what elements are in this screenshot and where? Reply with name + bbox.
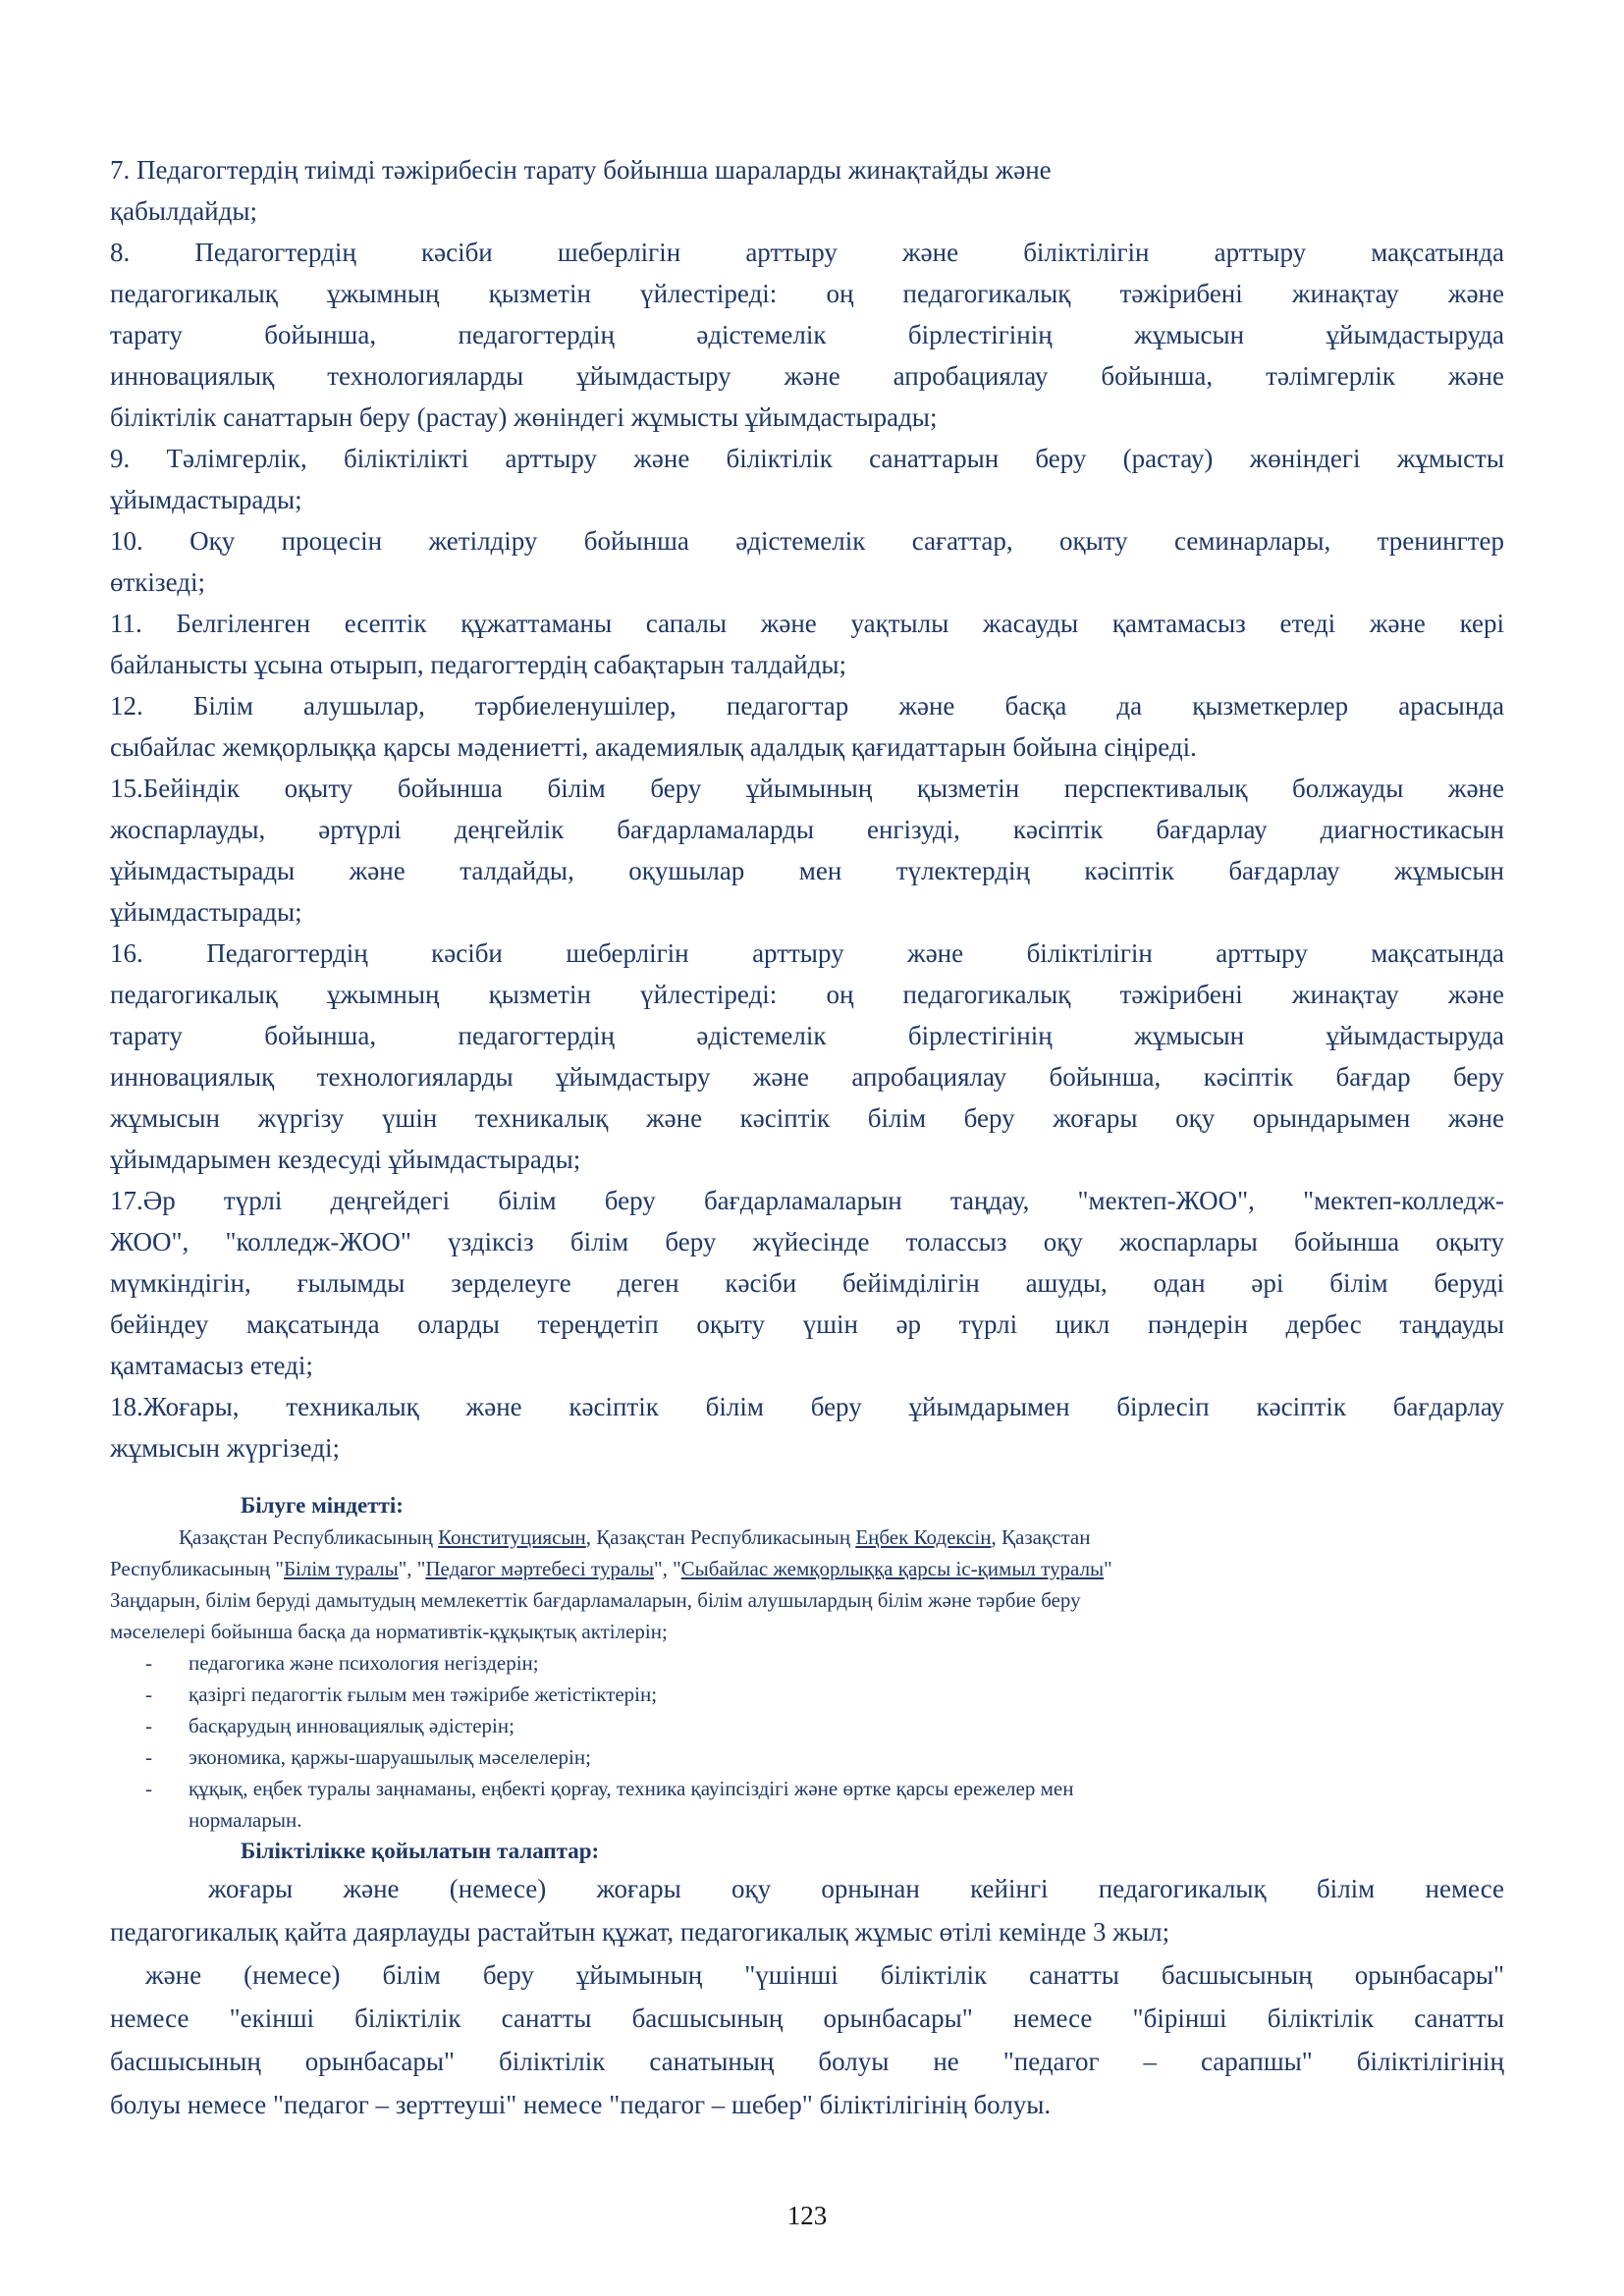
list-item (110, 1773, 1504, 1836)
text-line (110, 1522, 1504, 1553)
text-segment: мәселелері бойынша басқа да нормативтік-құқықтық актілерін; (110, 1620, 668, 1643)
text-line (110, 1616, 1504, 1647)
text-line: жұмысын жүргізеді; (110, 1433, 340, 1463)
text-line: ұйымдастырады; (110, 485, 302, 514)
text-line: тарату бойынша, педагогтердің әдістемелік бірлестігінің жұмысын ұйымдастыруда (110, 1021, 1504, 1050)
text-line: инновациялық технологияларды ұйымдастыру және апробациялау бойынша, тәлімгерлік және (110, 361, 1504, 391)
list-item (110, 1741, 1504, 1773)
text-line: және (немесе) білім беру ұйымының "үшінші біліктілік санатты басшысының орынбасары" (145, 1960, 1504, 1990)
list-item (110, 1679, 1504, 1710)
text-line: жоспарлауды, әртүрлі деңгейлік бағдарламаларды енгізуді, кәсіптік бағдарлау диагностикасын (110, 815, 1504, 844)
document-link[interactable]: Конституциясын (438, 1525, 586, 1549)
text-line: қамтамасыз етеді; (110, 1351, 313, 1380)
text-line: 7. Педагогтердің тиімді тәжірибесін тарату бойынша шараларды жинақтайды және (110, 155, 1052, 185)
text-line: инновациялық технологияларды ұйымдастыру және апробациялау бойынша, кәсіптік бағдар беру (110, 1062, 1504, 1092)
text-line: педагогика және психология негіздерін; (189, 1651, 539, 1675)
text-line: байланысты ұсына отырып, педагогтердің сабақтарын талдайды; (110, 650, 846, 679)
text-line (110, 1553, 1504, 1584)
text-line: 18.Жоғары, техникалық және кәсіптік білім беру ұйымдарымен бірлесіп кәсіптік бағдарлау (110, 1392, 1504, 1421)
text-line: қабылдайды; (110, 196, 258, 226)
text-line: Білуге міндетті: (241, 1493, 404, 1518)
text-line: жоғары және (немесе) жоғары оқу орнынан кейінгі педагогикалық білім немесе (208, 1874, 1504, 1903)
text-line: экономика, қаржы-шаруашылық мәселелерін; (189, 1745, 591, 1769)
paragraph (110, 520, 1504, 603)
paragraph (110, 933, 1504, 1180)
text-line: тарату бойынша, педагогтердің әдістемелік бірлестігінің жұмысын ұйымдастыруда (110, 320, 1504, 349)
dash-marker: - (145, 1714, 152, 1737)
text-line: 17.Әр түрлі деңгейдегі білім беру бағдарламаларын таңдау, "мектеп-ЖОО", "мектеп-колледж- (110, 1186, 1504, 1215)
text-line: басшысының орынбасары" біліктілік санатының болуы не "педагог – сарапшы" біліктілігінің (110, 2047, 1504, 2076)
text-line: 12. Білім алушылар, тәрбиеленушілер, педагогтар және басқа да қызметкерлер арасында (110, 691, 1504, 721)
list-item (110, 1647, 1504, 1679)
text-line: өткізеді; (110, 567, 205, 597)
dash-marker: - (145, 1682, 152, 1706)
dash-marker: - (145, 1745, 152, 1769)
page-number: 123 (786, 2201, 828, 2230)
section-heading (110, 1490, 1504, 1522)
text-segment: , Қазақстан Республикасының (585, 1525, 856, 1549)
text-line: бейіндеу мақсатында оларды тереңдетіп оқыту үшін әр түрлі цикл пәндерін дербес таңдауды (110, 1309, 1504, 1339)
text-line: 16. Педагогтердің кәсіби шеберлігін арттыру және біліктілігін арттыру мақсатында (110, 938, 1504, 968)
dash-marker: - (145, 1777, 152, 1800)
text-segment: " (1104, 1557, 1112, 1580)
text-line (110, 1584, 1504, 1616)
paragraph (110, 149, 1504, 232)
text-line: біліктілік санаттарын беру (растау) жөніндегі жұмысты ұйымдастырады; (110, 402, 938, 432)
text-line: 11. Белгіленген есептік құжаттаманы сапалы және уақтылы жасауды қамтамасыз етеді және кері (110, 609, 1504, 638)
paragraph (110, 232, 1504, 438)
text-line: Біліктілікке қойылатын талаптар: (241, 1839, 600, 1863)
paragraph (110, 1180, 1504, 1386)
text-line: ЖОО", "колледж-ЖОО" үздіксіз білім беру жүйесінде толассыз оқу жоспарлары бойынша оқыту (110, 1227, 1504, 1256)
text-line: педагогикалық ұжымның қызметін үйлестіреді: оң педагогикалық тәжірибені жинақтау және (110, 980, 1504, 1009)
page-footer (110, 2195, 1504, 2236)
document-link[interactable]: Еңбек Кодексін (855, 1525, 992, 1549)
text-line: педагогикалық ұжымның қызметін үйлестіреді: оң педагогикалық тәжірибені жинақтау және (110, 279, 1504, 308)
document-link[interactable]: Білім туралы (283, 1557, 399, 1580)
text-line: ұйымдарымен кездесуді ұйымдастырады; (110, 1145, 581, 1174)
text-line: басқарудың инновациялық әдістерін; (189, 1714, 514, 1737)
text-segment: Республикасының " (110, 1557, 284, 1580)
text-line: құқық, еңбек туралы заңнаманы, еңбекті қорғау, техника қауіпсіздігі және өртке қарсы ережелер мен (189, 1777, 1074, 1800)
paragraph (110, 1522, 1504, 1647)
list-item (110, 1710, 1504, 1741)
text-segment: Қазақстан Республикасының (179, 1525, 439, 1549)
text-line: ұйымдастырады; (110, 897, 302, 927)
document-content (110, 149, 1504, 2126)
text-line: немесе "екінші біліктілік санатты басшысының орынбасары" немесе "бірінші біліктілік санатты (110, 2003, 1504, 2033)
text-line: педагогикалық қайта даярлауды растайтын құжат, педагогикалық жұмыс өтілі кемінде 3 жыл; (110, 1917, 1170, 1947)
section-heading (110, 1836, 1504, 1867)
paragraph (110, 768, 1504, 933)
text-line: 9. Тәлімгерлік, біліктілікті арттыру және біліктілік санаттарын беру (растау) жөніндегі жұмысты (110, 444, 1504, 473)
text-segment: ", " (398, 1557, 426, 1580)
text-segment: Заңдарын, білім беруді дамытудың мемлекеттік бағдарламаларын, білім алушылардың білім және тәрбие беру (110, 1588, 1081, 1612)
text-segment: , Қазақстан (991, 1525, 1091, 1549)
text-segment: ", " (654, 1557, 681, 1580)
text-line: 15.Бейіндік оқыту бойынша білім беру ұйымының қызметін перспективалық болжауды және (110, 774, 1504, 803)
text-line: қазіргі педагогтік ғылым мен тәжірибе жетістіктерін; (189, 1682, 658, 1706)
paragraph (110, 438, 1504, 520)
text-line: жұмысын жүргізу үшін техникалық және кәсіптік білім беру жоғары оқу орындарымен және (110, 1103, 1504, 1133)
document-link[interactable]: Сыбайлас жемқорлыққа қарсы іс-қимыл туралы (680, 1557, 1105, 1580)
paragraph (110, 685, 1504, 768)
paragraph (110, 1386, 1504, 1468)
paragraph (110, 1867, 1504, 1953)
bullet-list (110, 1647, 1504, 1836)
text-line: нормаларын. (189, 1808, 302, 1832)
dash-marker: - (145, 1651, 152, 1675)
text-line: сыбайлас жемқорлыққа қарсы мәдениетті, академиялық адалдық қағидаттарын бойына сіңіреді. (110, 732, 1197, 762)
text-line: болуы немесе "педагог – зерттеуші" немесе "педагог – шебер" біліктілігінің болуы. (110, 2090, 1052, 2119)
paragraph (110, 603, 1504, 685)
document-link[interactable]: Педагог мәртебесі туралы (425, 1557, 655, 1580)
text-line: 10. Оқу процесін жетілдіру бойынша әдістемелік сағаттар, оқыту семинарлары, тренингтер (110, 526, 1504, 556)
paragraph (110, 1953, 1504, 2126)
text-line: ұйымдастырады және талдайды, оқушылар мен түлектердің кәсіптік бағдарлау жұмысын (110, 856, 1504, 885)
text-line: 8. Педагогтердің кәсіби шеберлігін арттыру және біліктілігін арттыру мақсатында (110, 238, 1504, 267)
text-line: мүмкіндігін, ғылымды зерделеуге деген кәсіби бейімділігін ашуды, одан әрі білім беруді (110, 1268, 1504, 1298)
